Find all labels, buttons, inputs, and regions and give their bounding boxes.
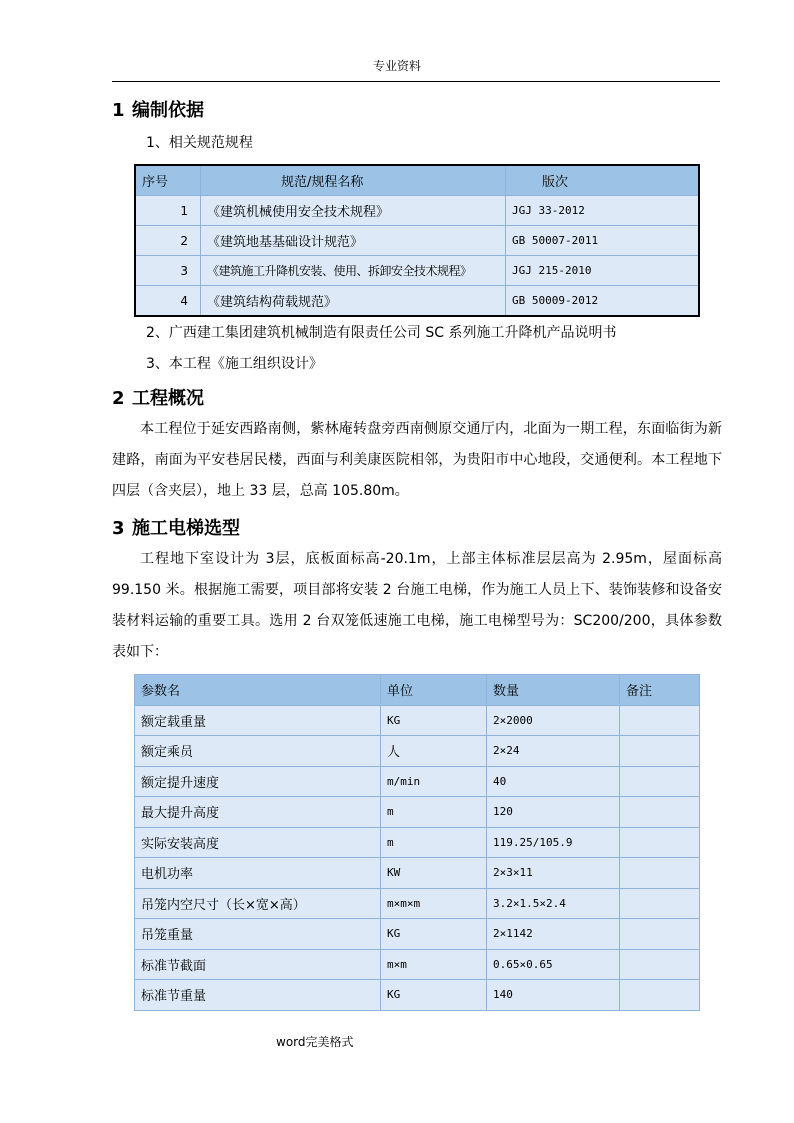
- table-cell: m×m×m: [381, 888, 487, 919]
- section-title: 施工电梯选型: [132, 518, 240, 539]
- table-cell: 人: [381, 736, 487, 767]
- page-header: 专业资料: [372, 59, 421, 73]
- table-cell: 119.25/105.9: [487, 827, 620, 858]
- table-cell: 4: [135, 286, 201, 317]
- parameters-table: [134, 674, 700, 1011]
- table-cell: 140: [487, 980, 620, 1011]
- table-cell: KG: [381, 980, 487, 1011]
- table-row: [135, 705, 700, 736]
- overview-paragraph: 本工程位于延安西路南侧，紫林庵转盘旁西南侧原交通厅内，北面为一期工程，东面临街为新建路，南面为平安巷居民楼，西面与利美康医院相邻，为贵阳市中心地段，交通便利。本工程地下四层（含夹层），地上 33 层，总高 105.80m。: [112, 421, 722, 499]
- table-row: [135, 827, 700, 858]
- item-2: 2、广西建工集团建筑机械制造有限责任公司 SC 系列施工升降机产品说明书: [146, 325, 617, 341]
- header-cell: 单位: [381, 675, 487, 706]
- table-cell: 2: [135, 226, 201, 256]
- table-cell: 电机功率: [135, 858, 381, 889]
- table-cell: [620, 736, 700, 767]
- header-divider: [112, 81, 720, 82]
- table-cell: 2×1142: [487, 919, 620, 950]
- table-cell: [620, 797, 700, 828]
- table-cell: KG: [381, 705, 487, 736]
- table-cell: m: [381, 827, 487, 858]
- table-cell: m: [381, 797, 487, 828]
- table-cell: [620, 949, 700, 980]
- header-cell: 数量: [487, 675, 620, 706]
- section-title: 编制依据: [132, 100, 204, 121]
- table-row: [135, 797, 700, 828]
- table-row: [135, 766, 700, 797]
- table-row: [135, 736, 700, 767]
- table-cell: 《建筑结构荷载规范》: [201, 286, 506, 317]
- table-cell: 标准节重量: [135, 980, 381, 1011]
- table-cell: 2×3×11: [487, 858, 620, 889]
- table-cell: 额定提升速度: [135, 766, 381, 797]
- section-number: 1: [112, 100, 125, 121]
- section-3-heading: [112, 514, 240, 540]
- table-cell: 2×2000: [487, 705, 620, 736]
- header-cell: 备注: [620, 675, 700, 706]
- header-cell: 版次: [506, 165, 700, 196]
- table-cell: [620, 766, 700, 797]
- table-cell: 最大提升高度: [135, 797, 381, 828]
- section-1-heading: [112, 96, 204, 122]
- table-cell: 实际安装高度: [135, 827, 381, 858]
- standards-table: [134, 164, 700, 317]
- table-cell: 120: [487, 797, 620, 828]
- table-cell: GB 50007-2011: [506, 226, 700, 256]
- table-cell: 0.65×0.65: [487, 949, 620, 980]
- table-cell: 2×24: [487, 736, 620, 767]
- table-cell: [620, 827, 700, 858]
- table-cell: KG: [381, 919, 487, 950]
- table-cell: 《建筑机械使用安全技术规程》: [201, 196, 506, 226]
- selection-paragraph: 工程地下室设计为 3层，底板面标高-20.1m，上部主体标准层层高为 2.95m，屋面标高 99.150 米。根据施工需要，项目部将安装 2 台施工电梯，作为施工人员上下、装饰装修和设备安装材料运输的重要工具。选用 2 台双笼低速施工电梯，施工电梯型号为：SC200/200，具体参数表如下：: [112, 551, 722, 660]
- table-row: [135, 286, 699, 317]
- table-row: [135, 196, 699, 226]
- section-title: 工程概况: [132, 388, 204, 409]
- table-cell: 3.2×1.5×2.4: [487, 888, 620, 919]
- table-cell: JGJ 33-2012: [506, 196, 700, 226]
- header-cell: 参数名: [135, 675, 381, 706]
- table-header-row: [135, 165, 699, 196]
- section-number: 2: [112, 388, 125, 409]
- table-cell: 1: [135, 196, 201, 226]
- table-row: [135, 949, 700, 980]
- table-cell: [620, 919, 700, 950]
- table-cell: [620, 888, 700, 919]
- header-cell: 规范/规程名称: [201, 165, 506, 196]
- table-cell: 《建筑施工升降机安装、使用、拆卸安全技术规程》: [201, 256, 506, 286]
- table-cell: [620, 980, 700, 1011]
- table-cell: m/min: [381, 766, 487, 797]
- table-row: [135, 256, 699, 286]
- table-cell: [620, 705, 700, 736]
- table-cell: KW: [381, 858, 487, 889]
- item-3: 3、本工程《施工组织设计》: [146, 356, 323, 372]
- table-cell: 40: [487, 766, 620, 797]
- table-cell: GB 50009-2012: [506, 286, 700, 317]
- table-row: [135, 858, 700, 889]
- page-footer: word完美格式: [276, 1035, 354, 1049]
- section-number: 3: [112, 518, 125, 539]
- table-row: [135, 980, 700, 1011]
- table-header-row: [135, 675, 700, 706]
- item-1: 1、相关规范规程: [146, 135, 253, 151]
- table-row: [135, 226, 699, 256]
- table-cell: JGJ 215-2010: [506, 256, 700, 286]
- table-row: [135, 919, 700, 950]
- table-cell: 标准节截面: [135, 949, 381, 980]
- table-cell: 吊笼重量: [135, 919, 381, 950]
- table-cell: [620, 858, 700, 889]
- table-cell: 吊笼内空尺寸（长×宽×高）: [135, 888, 381, 919]
- table-row: [135, 888, 700, 919]
- table-cell: 额定乘员: [135, 736, 381, 767]
- section-2-heading: [112, 384, 204, 410]
- table-cell: 《建筑地基基础设计规范》: [201, 226, 506, 256]
- table-cell: 额定载重量: [135, 705, 381, 736]
- table-cell: m×m: [381, 949, 487, 980]
- header-cell: 序号: [135, 165, 201, 196]
- table-cell: 3: [135, 256, 201, 286]
